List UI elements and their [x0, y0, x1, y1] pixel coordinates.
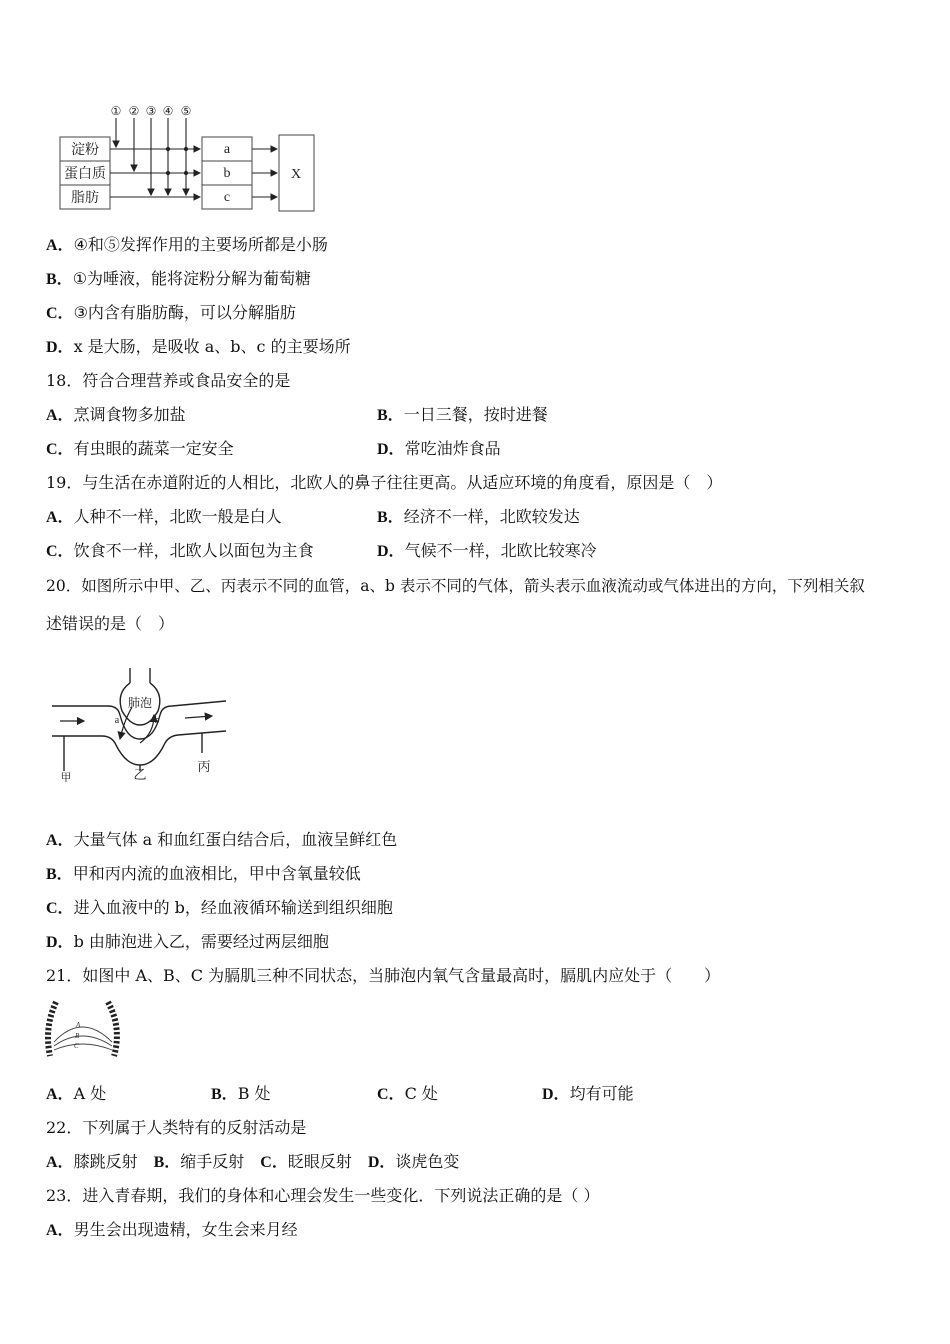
q19-stem: 19．与生活在赤道附近的人相比，北欧人的鼻子往往更高。从适应环境的角度看，原因是（ ）	[46, 473, 723, 492]
q17-option-c: C．③内含有脂肪酶，可以分解脂肪	[46, 303, 296, 322]
row-starch: 淀粉	[71, 143, 99, 158]
q17-option-a: A．④和⑤发挥作用的主要场所都是小肠	[46, 235, 328, 254]
curve-b-label: B	[75, 1032, 80, 1040]
q22-stem: 22．下列属于人类特有的反射活动是	[46, 1118, 307, 1137]
q21-stem: 21．如图中 A、B、C 为膈肌三种不同状态，当肺泡内氧气含量最高时，膈肌内应处于（ ）	[46, 966, 721, 985]
q22-option-a: A．膝跳反射	[46, 1152, 138, 1171]
vessel-jia-label: 甲	[60, 772, 72, 783]
row-protein: 蛋白质	[64, 167, 106, 182]
q21-option-a: A．A 处	[46, 1084, 107, 1103]
q23-stem: 23．进入青春期，我们的身体和心理会发生一些变化．下列说法正确的是（ ）	[46, 1186, 600, 1205]
q19-option-c: C．饮食不一样，北欧人以面包为主食	[46, 541, 314, 560]
q21-option-d: D．均有可能	[542, 1084, 634, 1103]
q20-stem-line2: 述错误的是（ ）	[46, 614, 175, 633]
row-fat: 脂肪	[71, 191, 99, 206]
curve-c-label: C	[74, 1042, 79, 1050]
q22-option-c: C．眨眼反射	[260, 1152, 352, 1171]
enzyme-label-5: ⑤	[180, 104, 192, 118]
product-c: c	[223, 190, 231, 205]
gas-a-label: a	[114, 715, 120, 726]
vessel-yi-label: 乙	[133, 767, 147, 782]
q21-option-b: B．B 处	[211, 1084, 271, 1103]
q19-option-a: A．人种不一样，北欧一般是白人	[46, 507, 282, 526]
q18-option-b: B．一日三餐，按时进餐	[377, 405, 548, 424]
q20-option-d: D．b 由肺泡进入乙，需要经过两层细胞	[46, 932, 329, 951]
q18-option-a: A．烹调食物多加盐	[46, 405, 186, 424]
q21-option-c: C．C 处	[377, 1084, 438, 1103]
product-a: a	[223, 142, 231, 157]
diaphragm-diagram	[42, 996, 127, 1062]
enzyme-label-4: ④	[162, 104, 174, 118]
q20-option-a: A．大量气体 a 和血红蛋白结合后，血液呈鲜红色	[46, 830, 398, 849]
enzyme-label-2: ②	[128, 104, 140, 118]
q18-stem: 18．符合合理营养或食品安全的是	[46, 371, 291, 390]
curve-a-label: A	[76, 1021, 81, 1029]
q22-option-b: B．缩手反射	[153, 1152, 245, 1171]
organ-x: X	[290, 167, 302, 182]
vessel-bing-label: 丙	[197, 759, 211, 774]
enzyme-label-3: ③	[145, 104, 157, 118]
gas-b-label: b	[154, 715, 160, 726]
alveolus-label: 肺泡	[127, 696, 153, 710]
enzyme-label-1: ①	[110, 104, 122, 118]
q23-option-a: A．男生会出现遗精，女生会来月经	[46, 1220, 298, 1239]
q22-option-d: D．谈虎色变	[367, 1152, 460, 1171]
q20-option-c: C．进入血液中的 b，经血液循环输送到组织细胞	[46, 898, 393, 917]
q18-option-d: D．常吃油炸食品	[377, 439, 501, 458]
product-b: b	[223, 166, 231, 181]
q20-option-b: B．甲和丙内流的血液相比，甲中含氧量较低	[46, 864, 361, 883]
q17-option-d: D．x 是大肠，是吸收 a、b、c 的主要场所	[46, 337, 351, 356]
q19-option-d: D．气候不一样，北欧比较寒冷	[377, 541, 597, 560]
q20-stem-line1: 20．如图所示中甲、乙、丙表示不同的血管，a、b 表示不同的气体，箭头表示血液流动或气体进出的方向，下列相关叙	[46, 577, 865, 595]
q18-option-c: C．有虫眼的蔬菜一定安全	[46, 439, 234, 458]
digestion-diagram	[55, 102, 320, 214]
q22-options-line	[46, 1152, 459, 1173]
alveolus-diagram	[50, 663, 235, 783]
q17-option-b: B．①为唾液，能将淀粉分解为葡萄糖	[46, 269, 312, 288]
q19-option-b: B．经济不一样，北欧较发达	[377, 507, 580, 526]
